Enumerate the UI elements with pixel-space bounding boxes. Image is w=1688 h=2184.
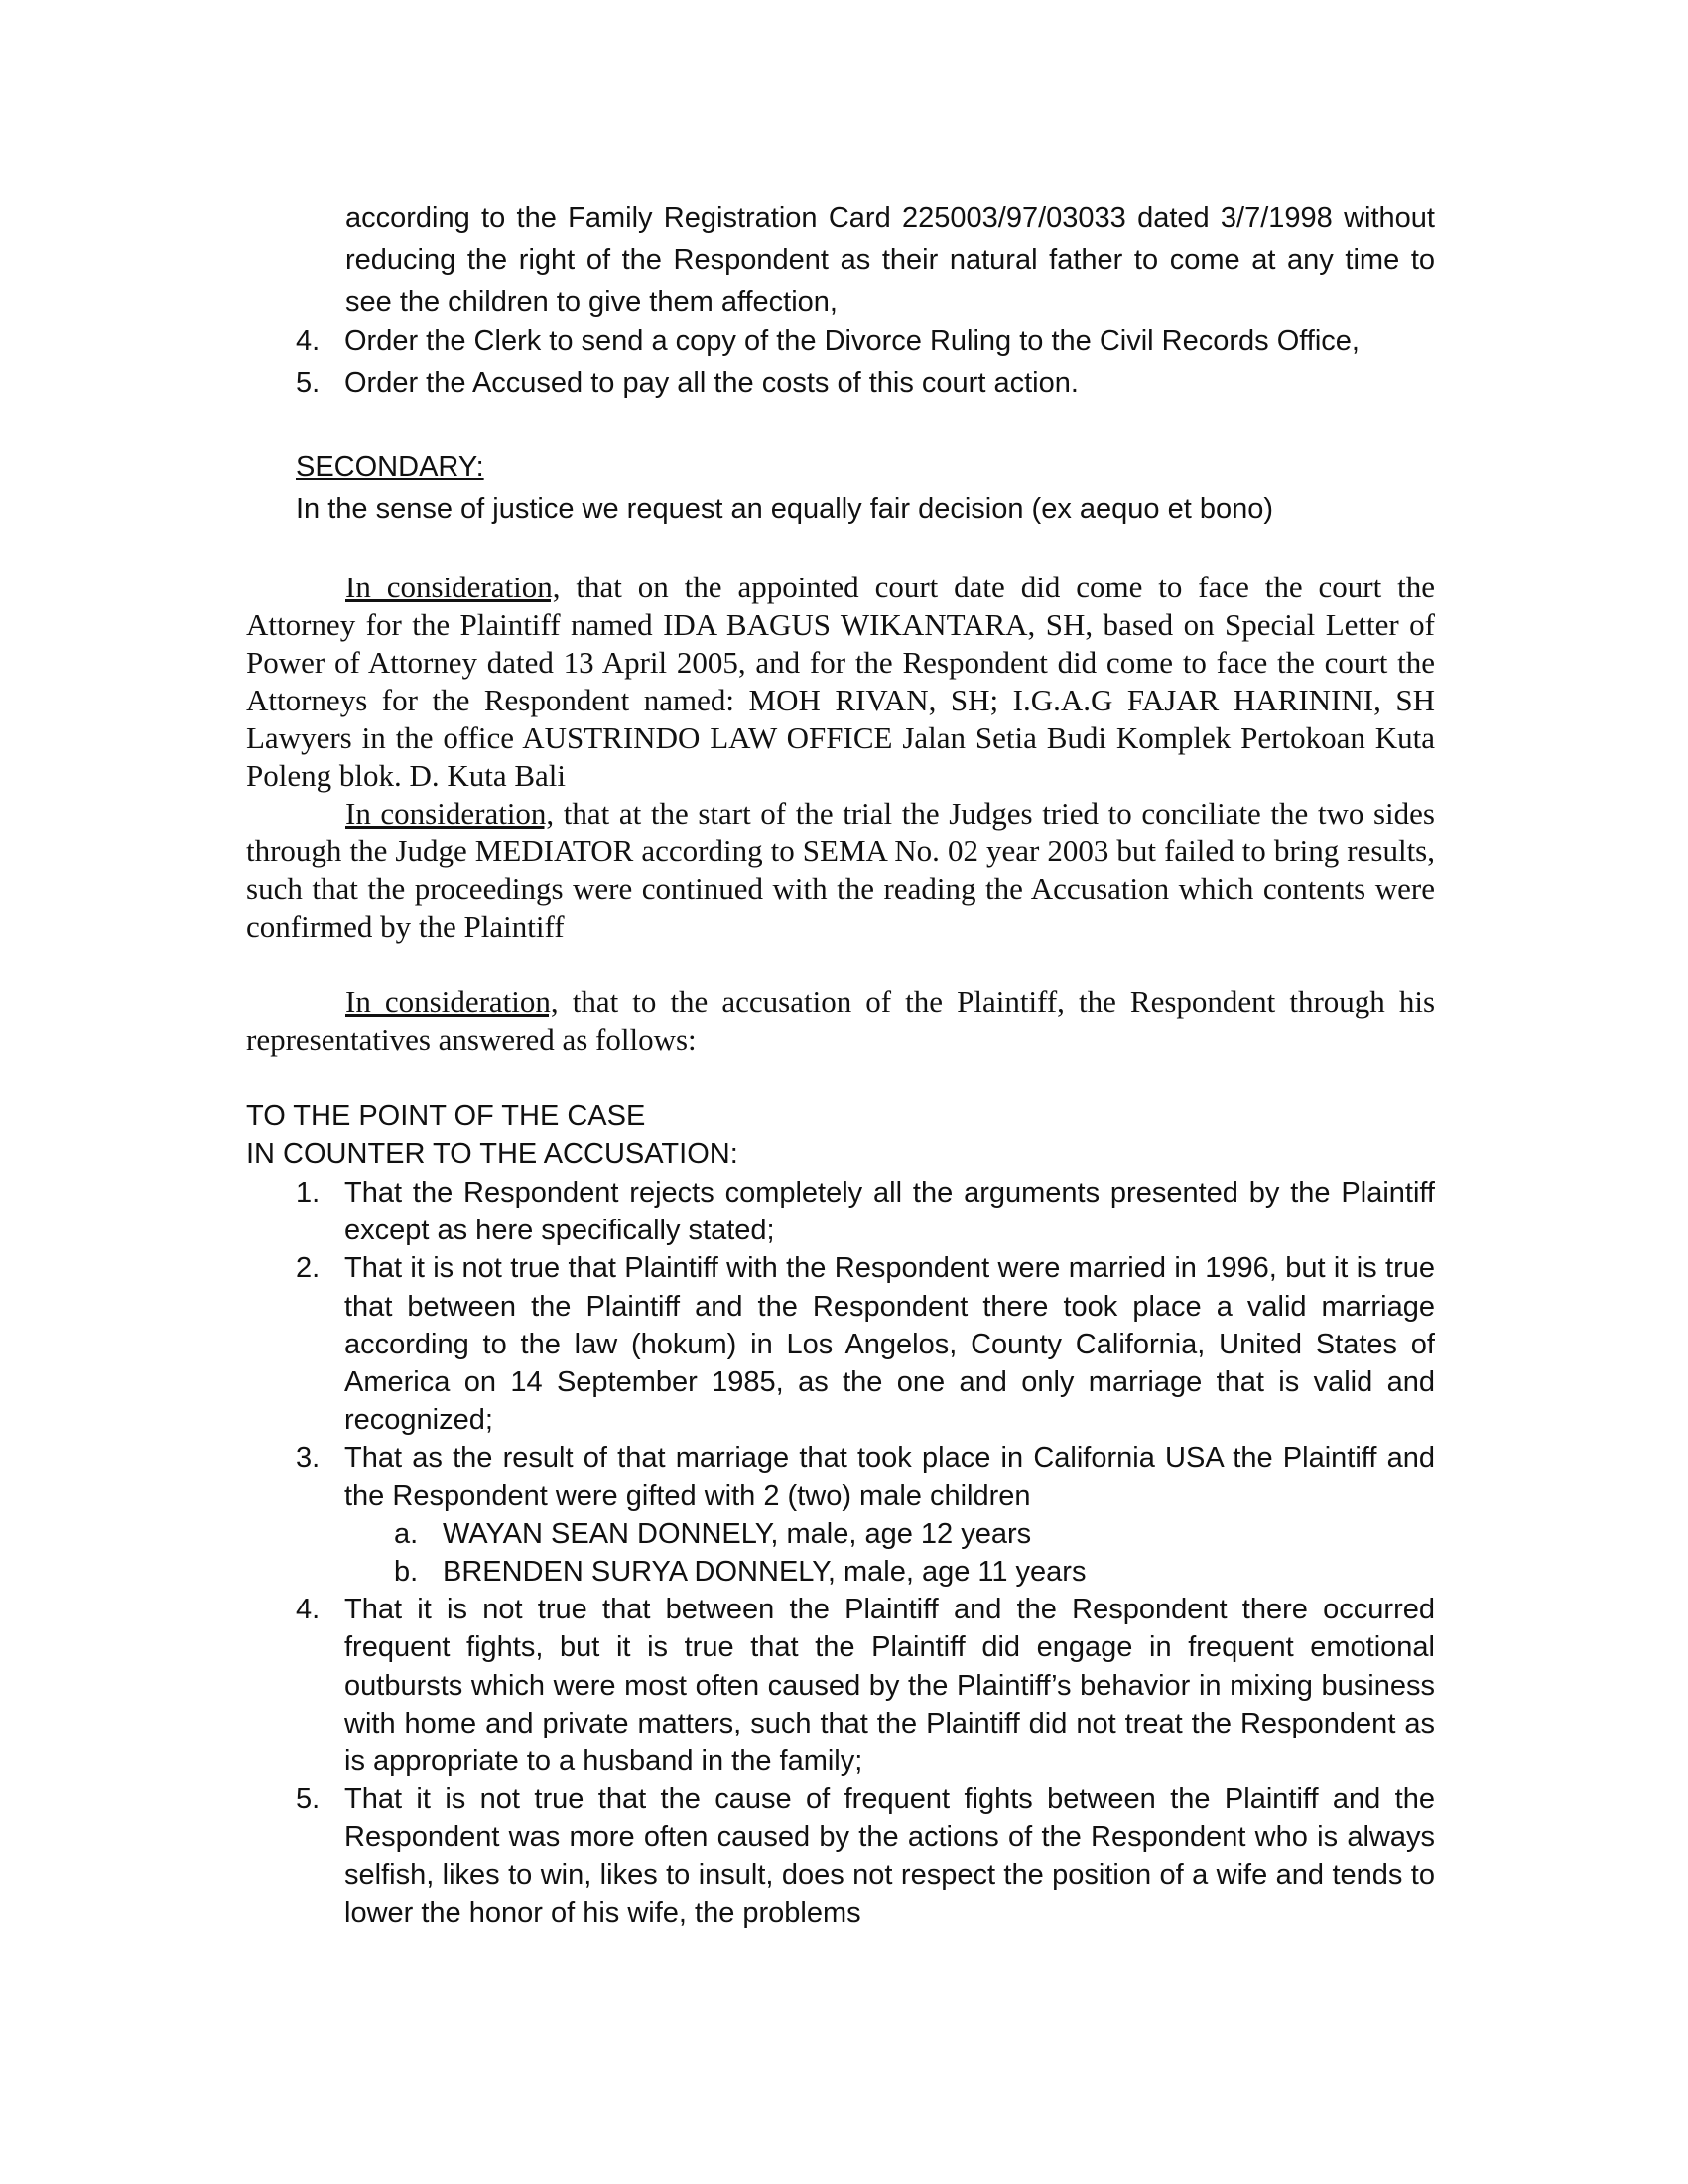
list-item [296,1591,1435,1780]
case-heading-line: TO THE POINT OF THE CASE [246,1100,646,1132]
consideration-text: that on the appointed court date did come to face the court the Attorney for the Plaintiff named IDA BAGUS WIKANTARA, SH, based on Special Letter of Power of Attorney dated 13 April 2005, and for the Respondent did come to face the court the Attorneys for the Respondent named: MOH RIVAN, SH; I.G.A.G FAJAR HARININI, SH Lawyers in the office AUSTRINDO LAW OFFICE Jalan Setia Budi Komplek Pertokoan Kuta Poleng blok. D. Kuta Bali [246,570,1436,793]
list-text: That the Respondent rejects completely all the arguments presented by the Plaintiff except as here specifically stated; [344,1177,1435,1247]
consideration-lead: In consideration, [345,984,559,1019]
defense-list [296,1174,1435,1932]
child-item [394,1553,1435,1591]
list-number: 2. [296,1252,321,1285]
list-item [296,362,1435,404]
child-letter: a. [394,1517,419,1550]
children-list [344,1515,1435,1591]
case-heading-line: IN COUNTER TO THE ACCUSATION: [246,1138,738,1170]
considerations-section [246,569,1435,1059]
continued-paragraph: according to the Family Registration Card 225003/97/03033 dated 3/7/1998 without reducing the right of the Respondent as their natural father to come at any time to see the children to give them affection, [345,202,1435,318]
list-item [296,1249,1435,1439]
consideration-text: that to the accusation of the Plaintiff, the Respondent through his representatives answered as follows: [246,984,1436,1057]
list-number: 1. [296,1177,321,1209]
list-item [296,1780,1435,1932]
list-text: Order the Clerk to send a copy of the Divorce Ruling to the Civil Records Office, [344,325,1360,357]
consideration-paragraph [246,983,1435,1059]
child-text: BRENDEN SURYA DONNELY, male, age 11 years [443,1556,1087,1589]
child-text: WAYAN SEAN DONNELY, male, age 12 years [443,1517,1032,1550]
list-item [296,1174,1435,1249]
consideration-paragraph [246,569,1435,795]
list-text: That it is not true that between the Plaintiff and the Respondent there occurred frequent fights, but it is true that the Plaintiff did engage in frequent emotional outbursts which were most often caused by the Plaintiff’s behavior in mixing business with home and private matters, such that the Plaintiff did not treat the Respondent as is appropriate to a husband in the family; [344,1594,1435,1778]
consideration-paragraph [246,795,1435,946]
child-letter: b. [394,1556,419,1589]
secondary-text: In the sense of justice we request an equally fair decision (ex aequo et bono) [296,493,1273,525]
list-number: 4. [296,325,321,357]
consideration-text: that at the start of the trial the Judges tried to conciliate the two sides through the Judge MEDIATOR according to SEMA No. 02 year 2003 but failed to bring results, such that the proceedings were continued with the reading the Accusation which contents were confirmed by the Plaintiff [246,796,1435,944]
list-item [296,321,1435,362]
secondary-section [296,447,1437,530]
list-text: That it is not true that Plaintiff with the Respondent were married in 1996, but it is true that between the Plaintiff and the Respondent there took place a valid marriage according to the law (hokum) in Los Angelos, County California, United States of America on 14 September 1985, as the one and only marriage that is valid and recognized; [344,1252,1435,1437]
case-heading [246,1097,1435,1173]
list-number: 5. [296,1783,321,1816]
consideration-lead: In consideration, [345,570,561,604]
consideration-lead: In consideration, [345,796,555,831]
child-item [394,1515,1435,1553]
list-item [296,1439,1435,1591]
list-number: 3. [296,1442,321,1475]
secondary-heading: SECONDARY: [296,451,484,483]
list-text: Order the Accused to pay all the costs of this court action. [344,367,1079,399]
list-text: That as the result of that marriage that took place in California USA the Plaintiff and the Respondent were gifted with 2 (two) male children [344,1442,1435,1512]
requests-list [296,321,1435,404]
list-number: 4. [296,1594,321,1626]
list-text: That it is not true that the cause of frequent fights between the Plaintiff and the Respondent was more often caused by the actions of the Respondent who is always selfish, likes to win, likes to insult, does not respect the position of a wife and tends to lower the honor of his wife, the problems [344,1783,1435,1929]
list-number: 5. [296,367,321,399]
